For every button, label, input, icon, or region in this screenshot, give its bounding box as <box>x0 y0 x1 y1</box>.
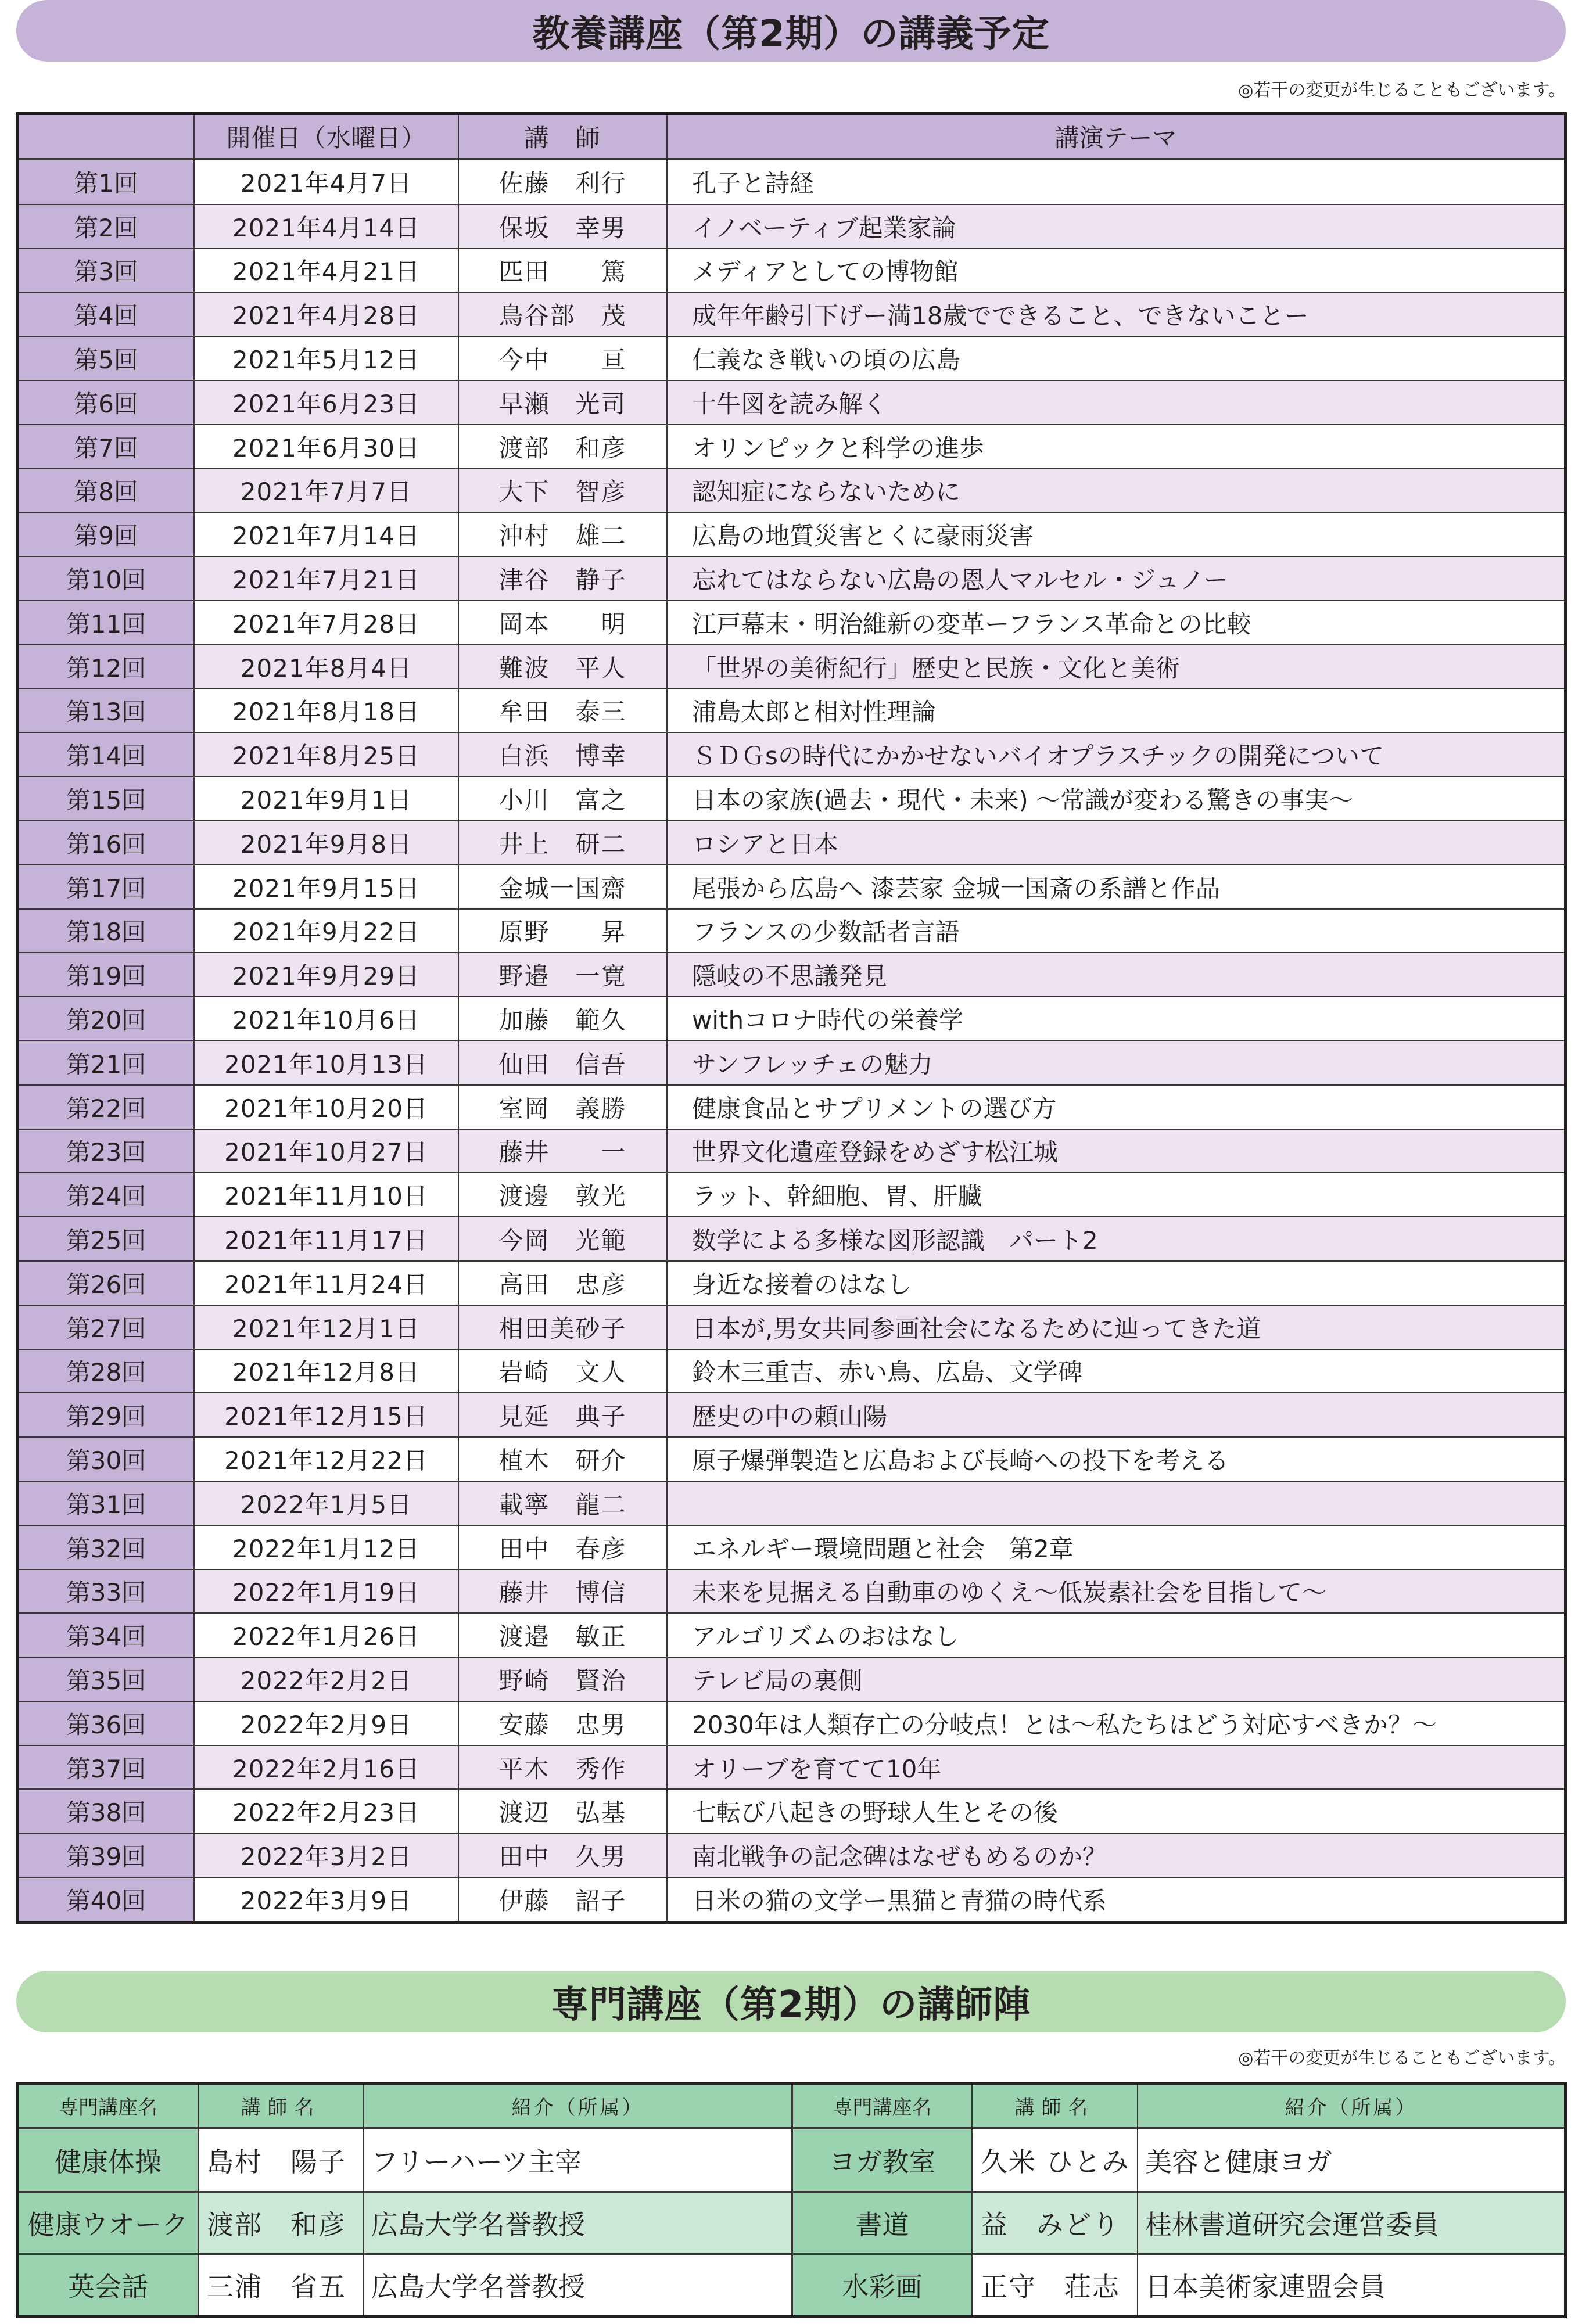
table-row <box>19 556 1564 600</box>
lecture-number: 第34回 <box>19 1614 193 1657</box>
lecture-theme: 認知症にならないために <box>666 469 1564 512</box>
lecture-date: 2022年2月16日 <box>193 1746 458 1789</box>
change-notice: ◎若干の変更が生じることもございます。 <box>1238 80 1566 100</box>
lecturer-name: 小川 富之 <box>458 777 666 820</box>
table-row <box>19 1392 1564 1436</box>
lecturer-name: 渡辺 弘基 <box>458 1790 666 1833</box>
table-row <box>19 1436 1564 1481</box>
lecture-date: 2022年3月2日 <box>193 1834 458 1877</box>
table-row <box>19 908 1564 953</box>
lecture-theme: ラット、幹細胞、胃、肝臓 <box>666 1173 1564 1216</box>
lecturer-name: 大下 智彦 <box>458 469 666 512</box>
lecturer-name: 保坂 幸男 <box>458 205 666 248</box>
header-date: 開催日（水曜日） <box>193 115 458 158</box>
lecturer-name: 室岡 義勝 <box>458 1086 666 1129</box>
lecturer-intro: 日本美術家連盟会員 <box>1137 2255 1564 2315</box>
course-name: 健康ウオーク <box>19 2193 198 2253</box>
lecture-date: 2021年4月28日 <box>193 293 458 336</box>
lecture-date: 2021年11月24日 <box>193 1262 458 1305</box>
lecturer-name: 仙田 信吾 <box>458 1041 666 1084</box>
lecture-number: 第37回 <box>19 1746 193 1789</box>
lecture-schedule-table <box>16 112 1567 1924</box>
header-intro: 紹介（所属） <box>363 2085 791 2127</box>
lecture-date: 2021年7月28日 <box>193 601 458 644</box>
lecturer-name: 野崎 賢治 <box>458 1658 666 1701</box>
lecture-number: 第30回 <box>19 1438 193 1481</box>
header-course: 専門講座名 <box>791 2085 971 2127</box>
lecture-theme: 忘れてはならない広島の恩人マルセル・ジュノー <box>666 557 1564 600</box>
header-intro: 紹介（所属） <box>1137 2085 1564 2127</box>
lecture-theme: アルゴリズムのおはなし <box>666 1614 1564 1657</box>
lecture-theme: 七転び八起きの野球人生とその後 <box>666 1790 1564 1833</box>
lecture-theme: 広島の地質災害とくに豪雨災害 <box>666 513 1564 556</box>
lecture-number: 第3回 <box>19 249 193 292</box>
table-row <box>19 644 1564 688</box>
lecturer-name: 早瀬 光司 <box>458 381 666 424</box>
table-row <box>19 1305 1564 1349</box>
table-row <box>19 1877 1564 1921</box>
lecture-theme: テレビ局の裏側 <box>666 1658 1564 1701</box>
lecture-number: 第29回 <box>19 1393 193 1436</box>
lecture-date: 2022年1月5日 <box>193 1482 458 1525</box>
lecture-number: 第1回 <box>19 160 193 204</box>
lecture-number: 第15回 <box>19 777 193 820</box>
lecturer-name: 岡本 明 <box>458 601 666 644</box>
lecturer-intro: 広島大学名誉教授 <box>363 2255 791 2315</box>
lecture-theme: 仁義なき戦いの頃の広島 <box>666 337 1564 380</box>
lecture-date: 2021年7月7日 <box>193 469 458 512</box>
table-row <box>19 1129 1564 1173</box>
lecturer-name: 加藤 範久 <box>458 997 666 1040</box>
lecture-number: 第26回 <box>19 1262 193 1305</box>
course-name: 水彩画 <box>791 2255 971 2315</box>
lecture-number: 第5回 <box>19 337 193 380</box>
lecturer-name: 白浜 博幸 <box>458 733 666 776</box>
lecture-number: 第40回 <box>19 1878 193 1921</box>
lecture-number: 第7回 <box>19 425 193 468</box>
table-row <box>19 996 1564 1040</box>
lecture-theme: フランスの少数話者言語 <box>666 910 1564 953</box>
lecture-number: 第21回 <box>19 1041 193 1084</box>
lecturer-name: 島村 陽子 <box>198 2129 363 2191</box>
lecturer-name: 今岡 光範 <box>458 1217 666 1260</box>
table-row <box>19 1788 1564 1833</box>
table-row <box>19 292 1564 336</box>
lecture-date: 2021年9月15日 <box>193 865 458 908</box>
lecture-date: 2022年1月26日 <box>193 1614 458 1657</box>
lecture-date: 2021年12月22日 <box>193 1438 458 1481</box>
lecturer-name: 田中 春彦 <box>458 1526 666 1569</box>
course-name: 書道 <box>791 2193 971 2253</box>
lecture-date: 2021年4月7日 <box>193 160 458 204</box>
lecture-number: 第4回 <box>19 293 193 336</box>
lecture-theme: 数学による多様な図形認識 パート2 <box>666 1217 1564 1260</box>
table-row <box>19 204 1564 248</box>
lecture-theme: 尾張から広島へ 漆芸家 金城一国斎の系譜と作品 <box>666 865 1564 908</box>
lecturer-name: 渡邉 敏正 <box>458 1614 666 1657</box>
lecture-theme: 世界文化遺産登録をめざす松江城 <box>666 1130 1564 1173</box>
lecturer-intro: 広島大学名誉教授 <box>363 2193 791 2253</box>
lecturer-name: 今中 亘 <box>458 337 666 380</box>
table-row <box>19 1349 1564 1393</box>
lecture-date: 2022年2月9日 <box>193 1702 458 1745</box>
lecturer-name: 野邉 一寛 <box>458 953 666 996</box>
header-no <box>19 115 193 158</box>
lecture-theme: 健康食品とサプリメントの選び方 <box>666 1086 1564 1129</box>
lecture-date: 2022年1月19日 <box>193 1570 458 1613</box>
table-row <box>19 1745 1564 1789</box>
lecture-number: 第19回 <box>19 953 193 996</box>
table-row <box>19 2191 1564 2253</box>
lecture-theme: イノベーティブ起業家論 <box>666 205 1564 248</box>
lecturer-name: 高田 忠彦 <box>458 1262 666 1305</box>
lecture-theme: 歴史の中の頼山陽 <box>666 1393 1564 1436</box>
header-theme: 講演テーマ <box>666 115 1564 158</box>
lecturer-name: 井上 研二 <box>458 821 666 864</box>
lecture-date: 2021年12月1日 <box>193 1306 458 1349</box>
specialist-title: 専門講座（第2期）の講師陣 <box>551 1984 1031 2027</box>
lecturer-name: 正守 荘志 <box>971 2255 1137 2315</box>
lecture-theme: 隠岐の不思議発見 <box>666 953 1564 996</box>
lecturer-name: 岩崎 文人 <box>458 1350 666 1393</box>
specialist-lecturer-table <box>16 2082 1567 2318</box>
lecture-date: 2021年10月13日 <box>193 1041 458 1084</box>
change-notice-specialist: ◎若干の変更が生じることもございます。 <box>1238 2048 1566 2068</box>
lecturer-name: 三浦 省五 <box>198 2255 363 2315</box>
lecture-number: 第23回 <box>19 1130 193 1173</box>
lecture-number: 第17回 <box>19 865 193 908</box>
table-row <box>19 732 1564 776</box>
lecturer-name: 藤井 博信 <box>458 1570 666 1613</box>
lecture-number: 第33回 <box>19 1570 193 1613</box>
lecture-number: 第16回 <box>19 821 193 864</box>
lecture-theme: 原子爆弾製造と広島および長崎への投下を考える <box>666 1438 1564 1481</box>
lecturer-name: 金城一国齋 <box>458 865 666 908</box>
lecturer-name: 伊藤 詔子 <box>458 1878 666 1921</box>
lecture-theme: オリンピックと科学の進歩 <box>666 425 1564 468</box>
lecturer-intro: 美容と健康ヨガ <box>1137 2129 1564 2191</box>
lecture-date: 2021年10月27日 <box>193 1130 458 1173</box>
lecture-number: 第9回 <box>19 513 193 556</box>
specialist-title-banner <box>16 1971 1566 2032</box>
lecture-theme: 日本が,男女共同参画社会になるために辿ってきた道 <box>666 1306 1564 1349</box>
table-row <box>19 468 1564 512</box>
lecturer-name: 渡部 和彦 <box>198 2193 363 2253</box>
lecture-number: 第12回 <box>19 645 193 688</box>
table-row <box>19 688 1564 732</box>
lecturer-intro: フリーハーツ主宰 <box>363 2129 791 2191</box>
header-lecturer: 講 師 <box>458 115 666 158</box>
table-row <box>19 1657 1564 1701</box>
table-row <box>19 1701 1564 1745</box>
lecture-number: 第36回 <box>19 1702 193 1745</box>
lecture-date: 2021年4月14日 <box>193 205 458 248</box>
table-row <box>19 600 1564 644</box>
lecture-date: 2021年9月1日 <box>193 777 458 820</box>
lecturer-name: 田中 久男 <box>458 1834 666 1877</box>
lecture-date: 2021年11月17日 <box>193 1217 458 1260</box>
table-row <box>19 1569 1564 1613</box>
lecture-number: 第25回 <box>19 1217 193 1260</box>
lecture-theme: 日本の家族(過去・現代・未来) ～常識が変わる驚きの事実～ <box>666 777 1564 820</box>
lecture-date: 2021年9月8日 <box>193 821 458 864</box>
lecture-number: 第13回 <box>19 689 193 732</box>
table-row <box>19 1172 1564 1216</box>
table-header-row <box>19 115 1564 160</box>
lecture-theme: オリーブを育てて10年 <box>666 1746 1564 1789</box>
lecture-date: 2021年7月21日 <box>193 557 458 600</box>
lecture-theme: 2030年は人類存亡の分岐点！とは～私たちはどう対応すべきか？～ <box>666 1702 1564 1745</box>
lecture-theme: 浦島太郎と相対性理論 <box>666 689 1564 732</box>
lecture-number: 第8回 <box>19 469 193 512</box>
lecture-date: 2021年5月12日 <box>193 337 458 380</box>
table-row <box>19 380 1564 424</box>
lecture-date: 2021年8月18日 <box>193 689 458 732</box>
lecture-date: 2021年6月30日 <box>193 425 458 468</box>
lecture-theme: 「世界の美術紀行」歴史と民族・文化と美術 <box>666 645 1564 688</box>
lecture-theme: ロシアと日本 <box>666 821 1564 864</box>
lecture-number: 第39回 <box>19 1834 193 1877</box>
lecture-number: 第6回 <box>19 381 193 424</box>
lecture-theme: 成年年齢引下げー満18歳でできること、できないことー <box>666 293 1564 336</box>
lecture-date: 2022年2月23日 <box>193 1790 458 1833</box>
lecturer-name: 牟田 泰三 <box>458 689 666 732</box>
lecturer-name: 益 みどり <box>971 2193 1137 2253</box>
table-row <box>19 1216 1564 1260</box>
lecturer-intro: 桂林書道研究会運営委員 <box>1137 2193 1564 2253</box>
table-row <box>19 1612 1564 1657</box>
lecture-number: 第32回 <box>19 1526 193 1569</box>
lecturer-name: 安藤 忠男 <box>458 1702 666 1745</box>
lecturer-name: 渡部 和彦 <box>458 425 666 468</box>
lecture-schedule-title: 教養講座（第2期）の講義予定 <box>532 13 1050 56</box>
lecture-number: 第27回 <box>19 1306 193 1349</box>
lecturer-name: 難波 平人 <box>458 645 666 688</box>
table-header-row <box>19 2085 1564 2129</box>
lecture-date: 2022年3月9日 <box>193 1878 458 1921</box>
lecturer-name: 相田美砂子 <box>458 1306 666 1349</box>
lecture-number: 第18回 <box>19 910 193 953</box>
lecture-date: 2021年7月14日 <box>193 513 458 556</box>
course-name: ヨガ教室 <box>791 2129 971 2191</box>
table-row <box>19 820 1564 864</box>
lecture-theme: 身近な接着のはなし <box>666 1262 1564 1305</box>
lecture-theme: 鈴木三重吉、赤い鳥、広島、文学碑 <box>666 1350 1564 1393</box>
lecturer-name: 久米 ひとみ <box>971 2129 1137 2191</box>
table-row <box>19 512 1564 556</box>
lecture-number: 第10回 <box>19 557 193 600</box>
lecture-date: 2021年9月29日 <box>193 953 458 996</box>
lecturer-name: 植木 研介 <box>458 1438 666 1481</box>
lecturer-name: 原野 昇 <box>458 910 666 953</box>
table-row <box>19 248 1564 292</box>
table-row <box>19 952 1564 996</box>
lecture-number: 第14回 <box>19 733 193 776</box>
header-lecturer: 講師名 <box>198 2085 363 2127</box>
lecture-theme <box>666 1482 1564 1525</box>
table-row <box>19 776 1564 820</box>
lecturer-name: 藤井 一 <box>458 1130 666 1173</box>
lecture-theme: ＳＤＧsの時代にかかせないバイオプラスチックの開発について <box>666 733 1564 776</box>
header-course: 専門講座名 <box>19 2085 198 2127</box>
lecture-date: 2021年12月15日 <box>193 1393 458 1436</box>
lecture-schedule-title-banner <box>16 0 1566 62</box>
lecture-date: 2021年8月25日 <box>193 733 458 776</box>
lecturer-name: 鳥谷部 茂 <box>458 293 666 336</box>
course-name: 健康体操 <box>19 2129 198 2191</box>
header-lecturer: 講師名 <box>971 2085 1137 2127</box>
lecture-number: 第31回 <box>19 1482 193 1525</box>
lecture-number: 第38回 <box>19 1790 193 1833</box>
table-row <box>19 1481 1564 1525</box>
lecture-number: 第11回 <box>19 601 193 644</box>
lecture-date: 2021年12月8日 <box>193 1350 458 1393</box>
lecture-date: 2022年1月12日 <box>193 1526 458 1569</box>
table-row <box>19 1525 1564 1569</box>
lecture-date: 2021年8月4日 <box>193 645 458 688</box>
lecture-number: 第24回 <box>19 1173 193 1216</box>
lecture-date: 2021年10月6日 <box>193 997 458 1040</box>
lecture-date: 2021年6月23日 <box>193 381 458 424</box>
lecture-theme: 孔子と詩経 <box>666 160 1564 204</box>
table-row <box>19 160 1564 204</box>
lecture-theme: エネルギー環境問題と社会 第2章 <box>666 1526 1564 1569</box>
table-row <box>19 1260 1564 1305</box>
lecturer-name: 見延 典子 <box>458 1393 666 1436</box>
table-row <box>19 2129 1564 2191</box>
lecture-date: 2021年10月20日 <box>193 1086 458 1129</box>
lecture-theme: 南北戦争の記念碑はなぜもめるのか？ <box>666 1834 1564 1877</box>
lecture-number: 第20回 <box>19 997 193 1040</box>
table-row <box>19 1084 1564 1129</box>
table-row <box>19 1040 1564 1084</box>
lecturer-name: 沖村 雄二 <box>458 513 666 556</box>
lecture-number: 第35回 <box>19 1658 193 1701</box>
table-row <box>19 1833 1564 1877</box>
lecture-theme: 未来を見据える自動車のゆくえ～低炭素社会を目指して～ <box>666 1570 1564 1613</box>
lecturer-name: 佐藤 利行 <box>458 160 666 204</box>
lecturer-name: 平木 秀作 <box>458 1746 666 1789</box>
course-name: 英会話 <box>19 2255 198 2315</box>
lecture-date: 2021年9月22日 <box>193 910 458 953</box>
lecturer-name: 匹田 篤 <box>458 249 666 292</box>
lecture-theme: withコロナ時代の栄養学 <box>666 997 1564 1040</box>
table-row <box>19 2253 1564 2315</box>
table-row <box>19 864 1564 908</box>
lecture-theme: 十牛図を読み解く <box>666 381 1564 424</box>
lecture-theme: 江戸幕末・明治維新の変革ーフランス革命との比較 <box>666 601 1564 644</box>
lecturer-name: 津谷 静子 <box>458 557 666 600</box>
lecture-theme: サンフレッチェの魅力 <box>666 1041 1564 1084</box>
lecture-theme: 日米の猫の文学ー黒猫と青猫の時代系 <box>666 1878 1564 1921</box>
lecture-number: 第2回 <box>19 205 193 248</box>
lecture-number: 第22回 <box>19 1086 193 1129</box>
lecturer-name: 載寧 龍二 <box>458 1482 666 1525</box>
table-row <box>19 424 1564 468</box>
lecturer-name: 渡邊 敦光 <box>458 1173 666 1216</box>
lecture-date: 2021年4月21日 <box>193 249 458 292</box>
lecture-number: 第28回 <box>19 1350 193 1393</box>
lecture-theme: メディアとしての博物館 <box>666 249 1564 292</box>
lecture-date: 2022年2月2日 <box>193 1658 458 1701</box>
table-row <box>19 336 1564 380</box>
lecture-date: 2021年11月10日 <box>193 1173 458 1216</box>
